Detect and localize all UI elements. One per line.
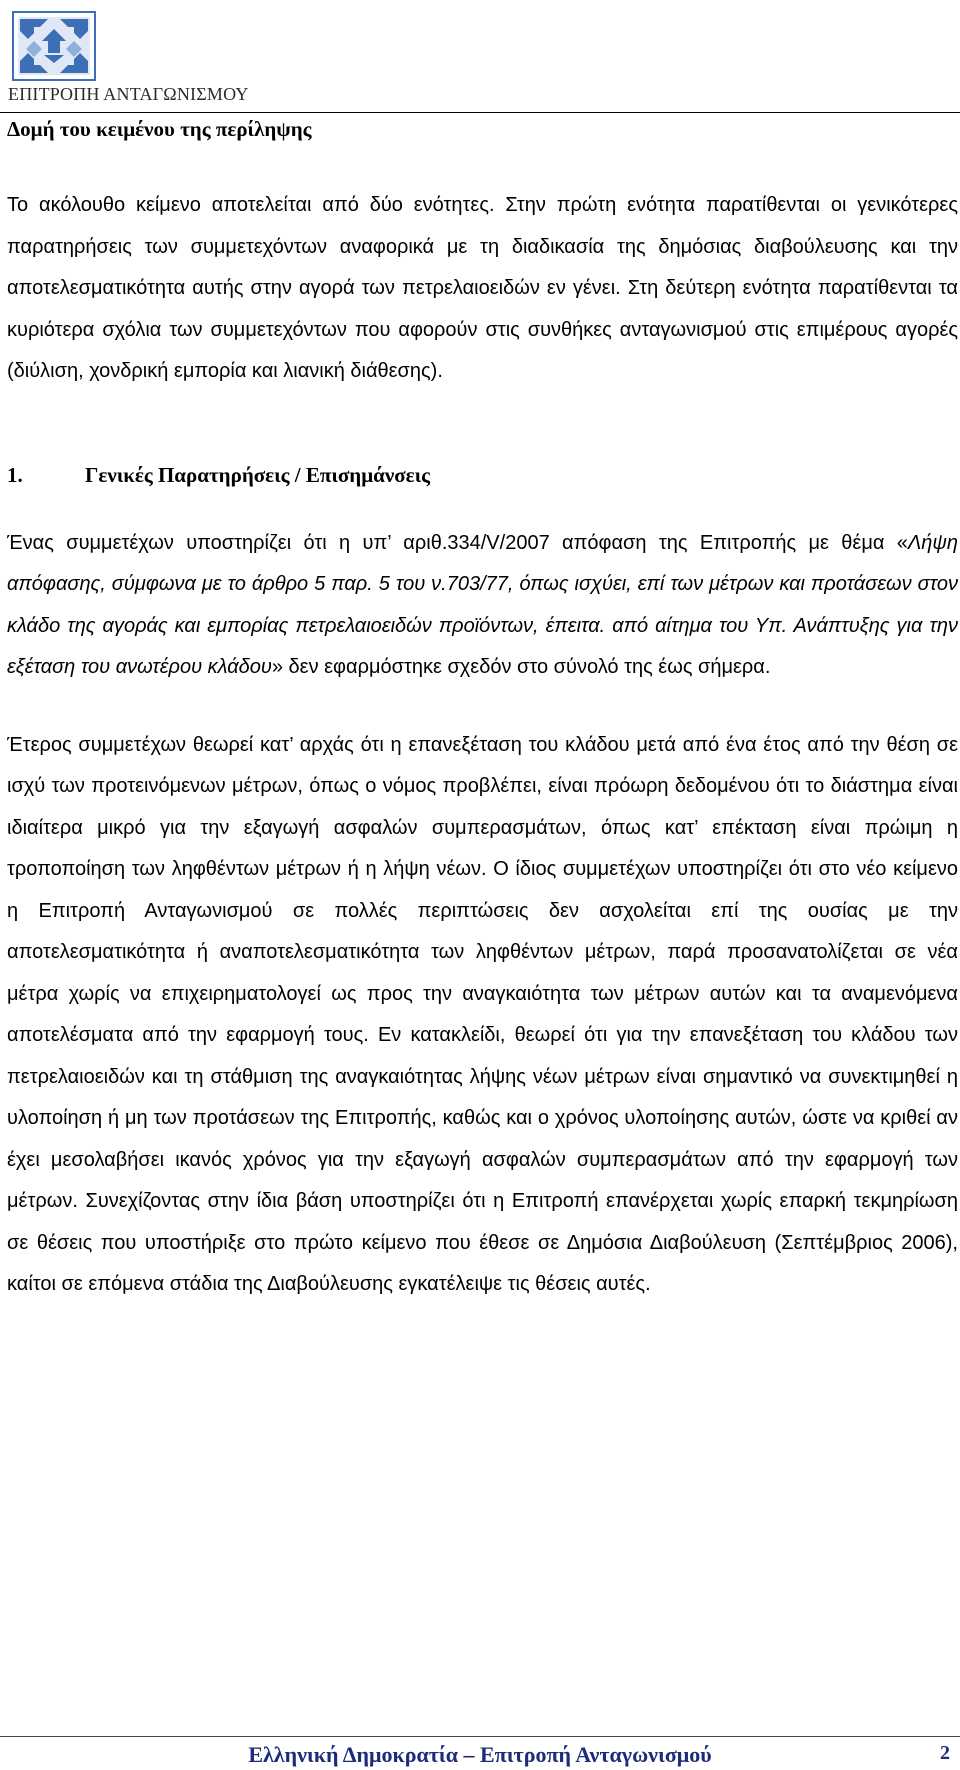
competition-commission-logo-icon	[12, 11, 96, 81]
organization-name: ΕΠΙΤΡΟΠΗ ΑΝΤΑΓΩΝΙΣΜΟΥ	[8, 84, 249, 104]
intro-paragraph: Το ακόλουθο κείμενο αποτελείται από δύο ενότητες. Στην πρώτη ενότητα παρατίθενται οι γενικότερες παρατηρήσεις των συμμετεχόντων αναφορικά με τη διαδικασία της δημόσιας διαβούλευσης και την αποτελεσματικότητα αυτής στην αγορά των πετρελαιοειδών εν γένει. Στη δεύτερη ενότητα παρατίθενται τα κυριότερα σχόλια των συμμετεχόντων που αφορούν στις συνθήκες ανταγωνισμού στις επιμέρους αγορές (διύλιση, χονδρική εμπορία και λιανική διάθεσης).	[7, 194, 958, 382]
section-title: Δομή του κειμένου της περίληψης	[7, 117, 312, 141]
page-header	[0, 0, 960, 114]
paragraph-second-participant: Έτερος συμμετέχων θεωρεί κατ’ αρχάς ότι η επανεξέταση του κλάδου μετά από ένα έτος από την θέση σε ισχύ των προτεινόμενων μέτρων, όπως ο νόμος προβλέπει, είναι πρόωρη δεδομένου ότι το διάστημα είναι ιδιαίτερα μικρό για την εξαγωγή ασφαλών συμπερασμάτων, όπως κατ’ επέκταση είναι πρώιμη η τροποποίηση των ληφθέντων μέτρων ή η λήψη νέων. Ο ίδιος συμμετέχων υποστηρίζει ότι στο νέο κείμενο η Επιτροπή Ανταγωνισμού σε πολλές περιπτώσεις δεν ασχολείται επί της ουσίας με την αποτελεσματικότητα ή αναποτελεσματικότητα των ληφθέντων μέτρων, παρά προσανατολίζεται σε νέα μέτρα χωρίς να επιχειρηματολογεί ως προς την αναγκαιότητα των μέτρων αυτών και τα αναμενόμενα αποτελέσματα από την εφαρμογή τους. Εν κατακλείδι, θεωρεί ότι για την επανεξέταση του κλάδου των πετρελαιοειδών και τη στάθμιση της αναγκαιότητας λήψης νέων μέτρων είναι σημαντικό να συνεκτιμηθεί η υλοποίηση ή μη των προτάσεων της Επιτροπής, καθώς και ο χρόνος υλοποίησης αυτών, ώστε να κριθεί αν έχει μεσολαβήσει ικανός χρόνος για την εξαγωγή ασφαλών συμπερασμάτων από την εφαρμογή των μέτρων. Συνεχίζοντας στην ίδια βάση υποστηρίζει ότι η Επιτροπή επανέρχεται χωρίς επαρκή τεκμηρίωση σε θέσεις που υποστήριξε στο πρώτο κείμενο που έθεσε σε Δημόσια Διαβούλευση (Σεπτέμβριος 2006), καίτοι σε επόμενα στάδια της Διαβούλευσης εγκατέλειψε τις θέσεις αυτές.	[7, 733, 958, 1295]
heading-number: 1.	[7, 462, 23, 487]
page-number: 2	[940, 1742, 950, 1764]
footer-text: Ελληνική Δημοκρατία – Επιτροπή Ανταγωνισμού	[248, 1742, 712, 1767]
document-body	[7, 113, 958, 1306]
heading-general-remarks	[7, 459, 958, 491]
decision-title-quote: Λήψη απόφασης, σύμφωνα με το άρθρο 5 παρ. 5 του ν.703/77, όπως ισχύει, επί των μέτρων και προτάσεων στον κλάδο της αγοράς και εμπορίας πετρελαιοειδών προϊόντων, έπειτα. από αίτημα του Υπ. Ανάπτυξης για την εξέταση του ανωτέρου κλάδου	[7, 531, 958, 678]
paragraph-first-participant	[7, 523, 958, 689]
page-footer	[0, 1736, 960, 1770]
footer-rule	[0, 1736, 960, 1737]
paragraph-text-start: Ένας συμμετέχων υποστηρίζει ότι η υπ’ αριθ.334/V/2007 απόφαση της Επιτροπής με θέμα «	[7, 531, 908, 554]
paragraph-text-end: » δεν εφαρμόστηκε σχεδόν στο σύνολό της έως σήμερα.	[271, 656, 771, 678]
heading-title: Γενικές Παρατηρήσεις / Επισημάνσεις	[85, 462, 430, 487]
